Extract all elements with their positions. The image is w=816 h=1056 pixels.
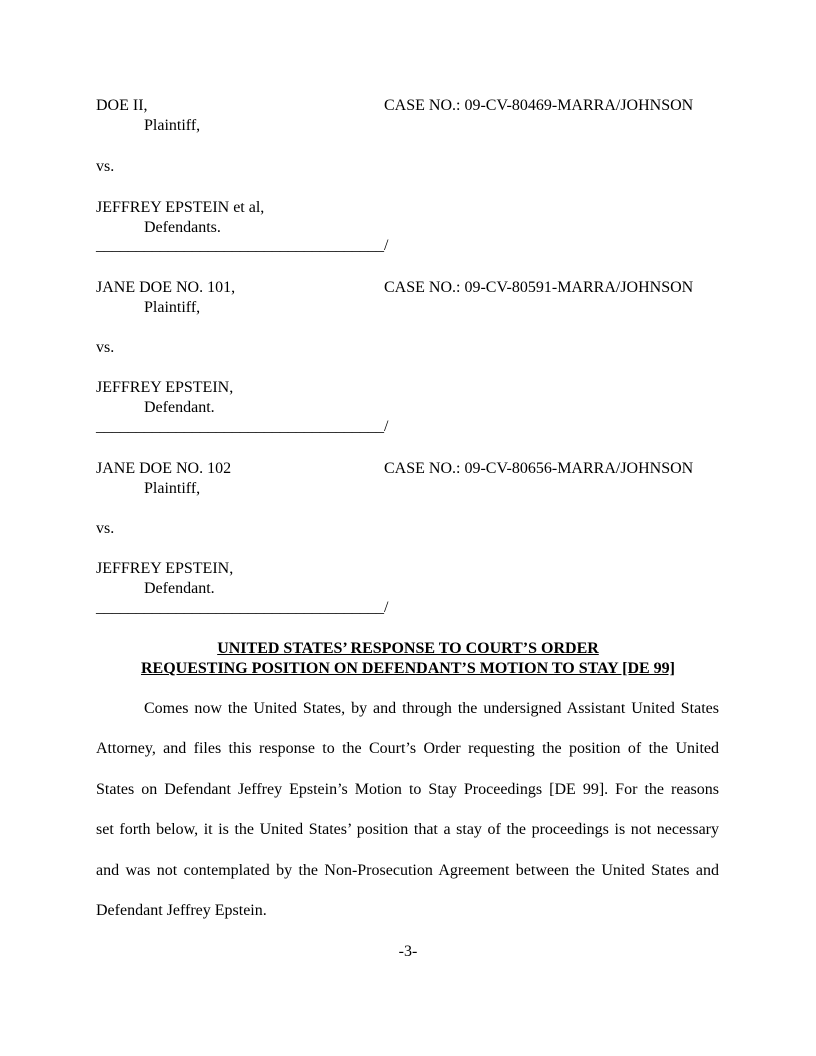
defendant-name: JEFFREY EPSTEIN et al,	[96, 199, 265, 216]
plaintiff-name: JANE DOE NO. 101,	[96, 279, 236, 296]
versus: vs.	[96, 158, 115, 175]
defendant-role: Defendants.	[144, 219, 221, 236]
versus: vs.	[96, 339, 115, 356]
plaintiff-role: Plaintiff,	[144, 117, 201, 134]
defendant-name: JEFFREY EPSTEIN,	[96, 379, 234, 396]
versus: vs.	[96, 520, 115, 537]
case-number: CASE NO.: 09-CV-80469-MARRA/JOHNSON	[384, 97, 694, 114]
body-line: States on Defendant Jeffrey Epstein’s Motion to Stay Proceedings [DE 99]. For the reasons	[96, 781, 719, 798]
plaintiff-name: DOE II,	[96, 97, 148, 114]
page-number: -3-	[398, 943, 418, 960]
body-line: Comes now the United States, by and through the undersigned Assistant United States	[144, 700, 719, 717]
caption-separator: ____________________________________/	[96, 599, 389, 616]
body-line: Attorney, and files this response to the Court’s Order requesting the position of the United	[96, 740, 719, 757]
plaintiff-name: JANE DOE NO. 102	[96, 460, 232, 477]
body-line: Defendant Jeffrey Epstein.	[96, 902, 267, 919]
case-number: CASE NO.: 09-CV-80656-MARRA/JOHNSON	[384, 460, 694, 477]
defendant-role: Defendant.	[144, 399, 215, 416]
document-title-line-1: UNITED STATES’ RESPONSE TO COURT’S ORDER	[217, 640, 599, 657]
body-line: and was not contemplated by the Non-Prosecution Agreement between the United States and	[96, 862, 719, 879]
case-number: CASE NO.: 09-CV-80591-MARRA/JOHNSON	[384, 279, 694, 296]
body-line: set forth below, it is the United States’ position that a stay of the proceedings is not necessary	[96, 821, 719, 838]
defendant-name: JEFFREY EPSTEIN,	[96, 560, 234, 577]
caption-separator: ____________________________________/	[96, 418, 389, 435]
plaintiff-role: Plaintiff,	[144, 299, 201, 316]
caption-separator: ____________________________________/	[96, 237, 389, 254]
plaintiff-role: Plaintiff,	[144, 480, 201, 497]
document-title-line-2: REQUESTING POSITION ON DEFENDANT’S MOTION TO STAY [DE 99]	[140, 660, 676, 677]
defendant-role: Defendant.	[144, 580, 215, 597]
